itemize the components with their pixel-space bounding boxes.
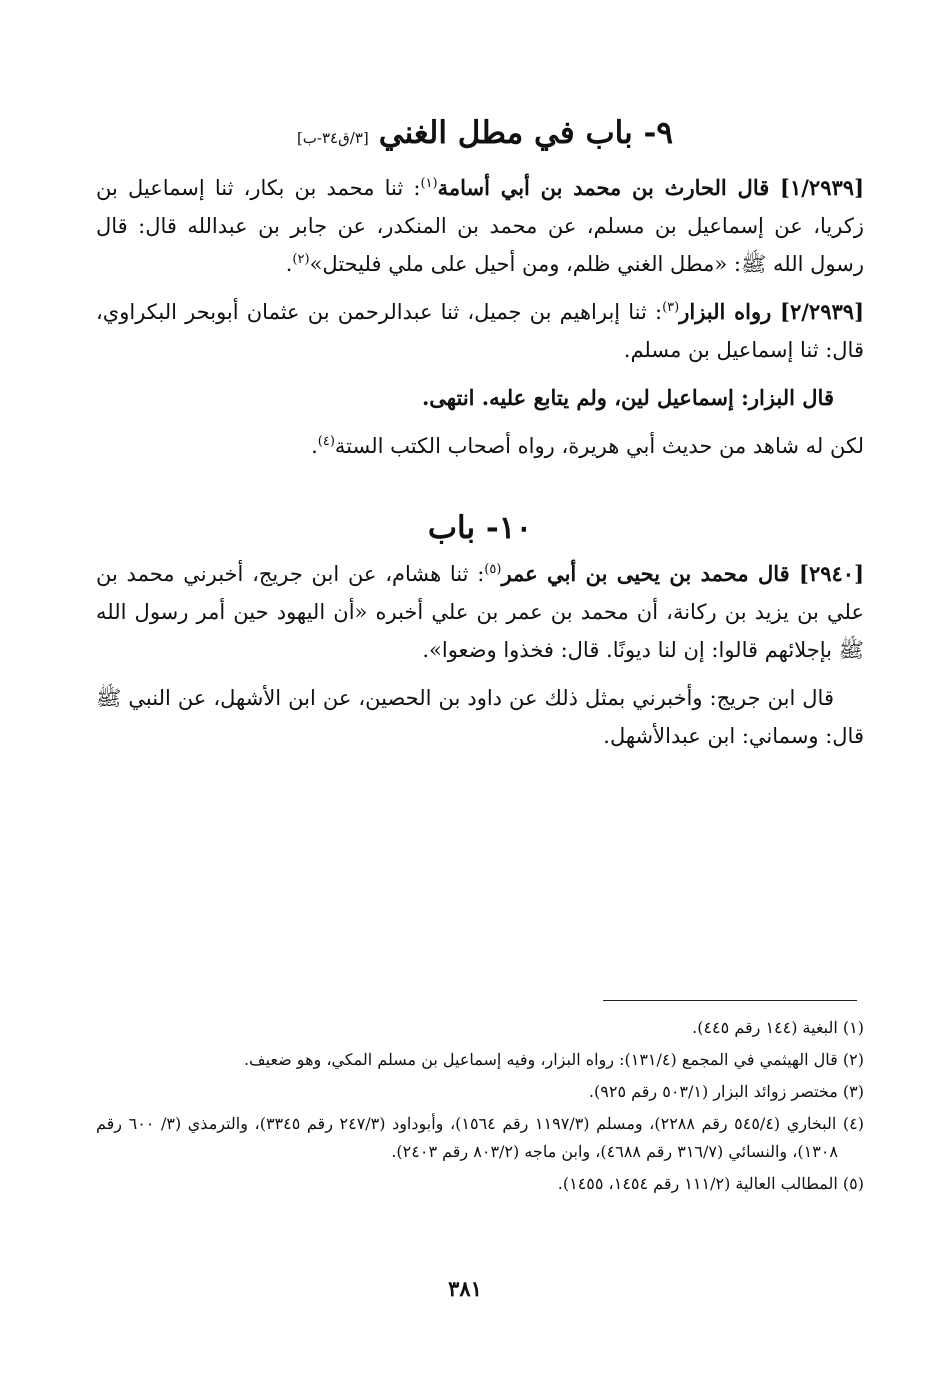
hadith-2939-1-text: : ثنا محمد بن بكار، ثنا إسماعيل بن زكريا، عن إسماعيل بن مسلم، عن محمد بن المنكدر، عن جابر بن عبدالله قال: قال رسول الله ﷺ: «مطل الغني ظلم، ومن أحيل على ملي فليحتل» [96,176,864,276]
bazzar-comment: قال البزار: إسماعيل لين، ولم يتابع عليه. انتهى. [421,385,834,410]
footnote-ref-1[interactable]: (١) [420,176,438,191]
footnotes [96,1014,864,1202]
main-text [96,108,864,765]
footnote-ref-2[interactable]: (٢) [292,252,310,267]
chapter-9-heading [96,108,864,163]
hadith-2939-2-label: [٢/٢٩٣٩] رواه البزار [679,299,864,324]
footnote-1: (١) البغية (١٤٤ رقم ٤٤٥). [692,1018,864,1037]
footnote-5: (٥) المطالب العالية (١١١/٢ رقم ١٤٥٤، ١٤٥٥). [557,1174,864,1193]
footnote-ref-5[interactable]: (٥) [484,562,502,577]
hadith-2940-text: : ثنا هشام، عن ابن جريج، أخبرني محمد بن علي بن يزيد بن ركانة، أن محمد بن عمر بن علي أخبره «أن اليهود حين أمر رسول الله ﷺ بإجلائهم قالوا: إن لنا ديونًا. قال: فخذوا وضعوا». [96,562,864,662]
footnote-4: (٤) البخاري (٥٤٥/٤ رقم ٢٢٨٨)، ومسلم (١١٩٧/٣ رقم ١٥٦٤)، وأبوداود (٢٤٧/٣ رقم ٣٣٤٥)، والترمذي (٣/ ٦٠٠ رقم ١٣٠٨)، والنسائي (٣١٦/٧ رقم ٤٦٨٨)، وابن ماجه (٨٠٣/٢ رقم ٢٤٠٣). [96,1114,864,1161]
footnote-ref-3[interactable]: (٣) [662,300,680,315]
footnote-2: (٢) قال الهيثمي في المجمع (١٣١/٤): رواه البزار، وفيه إسماعيل بن مسلم المكي، وهو ضعيف. [243,1050,864,1069]
hadith-2939-1-label: [١/٢٩٣٩] قال الحارث بن محمد بن أبي أسامة [437,175,864,200]
hadith-2940 [96,555,864,669]
chapter-10-heading: ١٠- باب [427,510,533,546]
footnote-3: (٣) مختصر زوائد البزار (٥٠٣/١ رقم ٩٢٥). [588,1082,864,1101]
hadith-2940-label: [٢٩٤٠] قال محمد بن يحيى بن أبي عمر [501,561,864,586]
chapter-9-title: ٩- باب في مطل الغني [378,115,674,151]
hadith-2939-1 [96,169,864,283]
footnote-ref-4[interactable]: (٤) [317,434,335,449]
ibn-jurayj-note: قال ابن جريج: وأخبرني بمثل ذلك عن داود بن الحصين، عن ابن الأشهل، عن النبي ﷺ قال: وسماني: ابن عبدالأشهل. [96,686,864,748]
shahid-text: لكن له شاهد من حديث أبي هريرة، رواه أصحاب الكتب الستة [334,434,864,458]
hadith-2939-2-text: : ثنا إبراهيم بن جميل، ثنا عبدالرحمن بن عثمان أبوبحر البكراوي، قال: ثنا إسماعيل بن مسلم. [96,300,864,362]
page-number: ٣٨١ [448,1276,482,1301]
footnote-divider [603,1000,857,1001]
shahid-end: . [311,434,318,458]
manuscript-ref: [٣/ق٣٤-ب] [296,129,369,147]
hadith-2939-2 [96,293,864,369]
shahid-note [96,427,864,465]
hadith-2939-1-end: . [285,252,293,276]
